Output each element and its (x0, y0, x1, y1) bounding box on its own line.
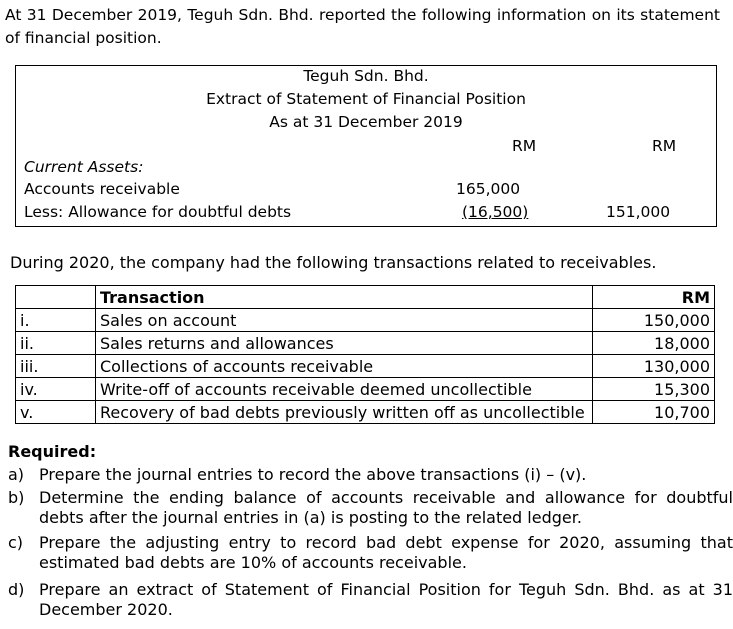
row-col2: 151,000 (606, 203, 671, 221)
row-amount: 150,000 (593, 309, 715, 332)
row-col1: 165,000 (456, 180, 521, 198)
table-row (16, 355, 715, 378)
row-col1 (462, 203, 528, 221)
table-row (16, 309, 715, 332)
row-no: iv. (16, 378, 96, 401)
transactions-intro: During 2020, the company had the following transactions related to receivables. (10, 253, 657, 272)
item-text: Prepare the journal entries to record the above transactions (i) – (v). (39, 465, 587, 484)
item-text: Prepare the adjusting entry to record bad debt expense for 2020, assuming that estimated bad debts are 10% of accounts receivable. (39, 533, 733, 572)
statement-box (15, 65, 717, 227)
table-row (16, 332, 715, 355)
row-no: i. (16, 309, 96, 332)
row-label: Accounts receivable (24, 180, 180, 198)
table-row (16, 378, 715, 401)
item-text: Determine the ending balance of accounts receivable and allowance for doubtful debts after the journal entries in (a) is posting to the related ledger. (39, 488, 733, 527)
underlined-value: (16,500) (462, 203, 529, 221)
table-row (16, 401, 715, 424)
row-no: iii. (16, 355, 96, 378)
header-amount: RM (593, 286, 715, 309)
row-no: ii. (16, 332, 96, 355)
col2-header: RM (652, 137, 677, 155)
item-text: Prepare an extract of Statement of Financial Position for Teguh Sdn. Bhd. as at 31 December 2020. (39, 580, 733, 619)
row-desc: Recovery of bad debts previously written off as uncollectible (96, 401, 593, 424)
transactions-table (15, 285, 715, 424)
row-desc: Write-off of accounts receivable deemed uncollectible (96, 378, 593, 401)
header-transaction: Transaction (96, 286, 593, 309)
item-label: a) (8, 465, 25, 484)
item-label: d) (8, 580, 25, 599)
row-desc: Collections of accounts receivable (96, 355, 593, 378)
row-desc: Sales on account (96, 309, 593, 332)
intro-paragraph: At 31 December 2019, Teguh Sdn. Bhd. reported the following information on its statement of financial position. (5, 6, 720, 47)
table-header-row (16, 286, 715, 309)
statement-date: As at 31 December 2019 (269, 113, 463, 131)
required-heading: Required: (8, 442, 97, 461)
row-amount: 18,000 (593, 332, 715, 355)
item-label: b) (8, 488, 25, 507)
row-amount: 130,000 (593, 355, 715, 378)
section-label: Current Assets: (24, 158, 144, 176)
item-label: c) (8, 533, 24, 552)
statement-company: Teguh Sdn. Bhd. (303, 67, 429, 85)
row-no: v. (16, 401, 96, 424)
row-label: Less: Allowance for doubtful debts (24, 203, 292, 221)
header-no (16, 286, 96, 309)
row-amount: 15,300 (593, 378, 715, 401)
statement-title: Extract of Statement of Financial Position (206, 90, 526, 108)
row-amount: 10,700 (593, 401, 715, 424)
col1-header: RM (512, 137, 537, 155)
row-desc: Sales returns and allowances (96, 332, 593, 355)
